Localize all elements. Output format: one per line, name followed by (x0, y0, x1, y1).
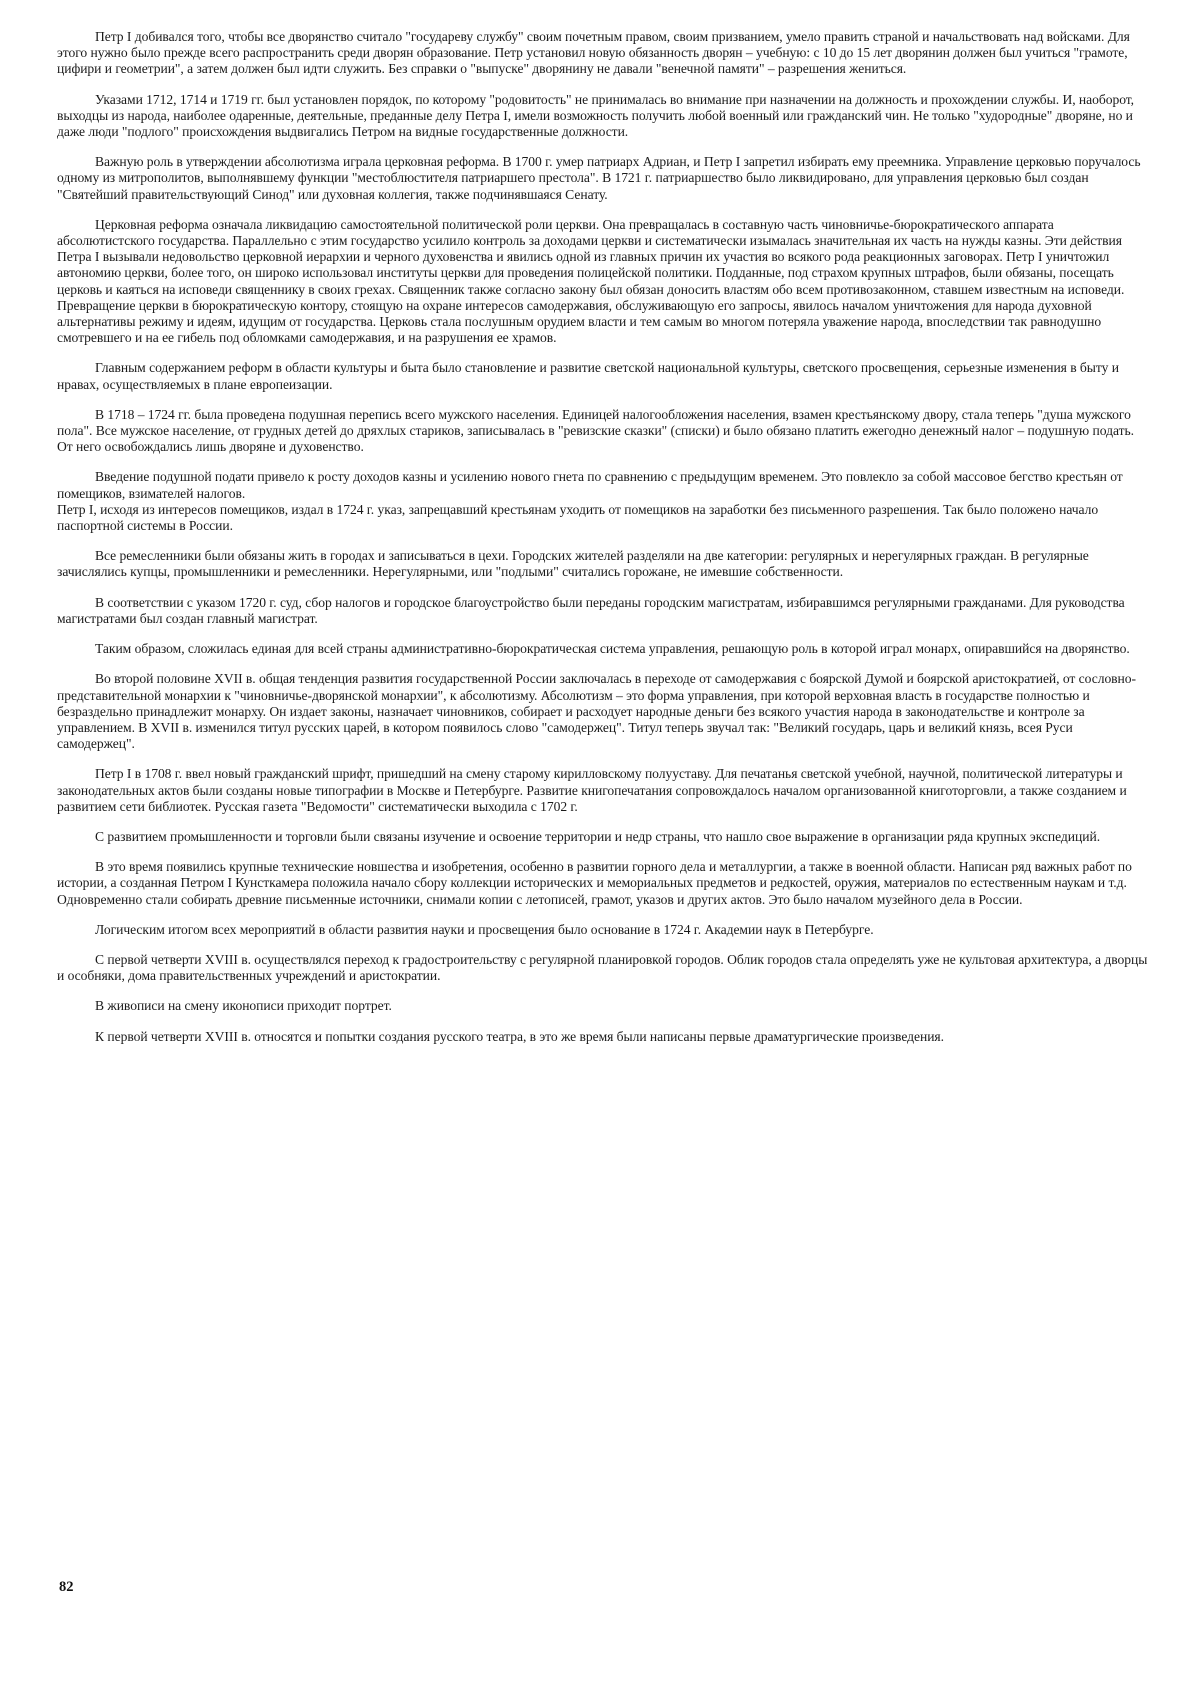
paragraph: Логическим итогом всех мероприятий в области развития науки и просвещения было основание в 1724 г. Академии наук в Петербурге. (95, 921, 874, 937)
paragraph: Петр I добивался того, чтобы все дворянство считало "государеву службу" своим почетным правом, своим призванием, умело править страной и начальствовать над войсками. Для этого нужно было прежде всего распространить среди дворян образование. Петр установил новую обязанность дворян – учебную: с 10 до 15 лет дворянин должен был учиться "грамоте, цифири и геометрии", а затем должен был идти служить. Без справки о "выпуске" дворянину не давали "венечной памяти" – разрешения жениться. (57, 29, 1130, 77)
paragraph: Таким образом, сложилась единая для всей страны административно-бюрократическая система управления, решающую роль в которой играл монарх, опиравшийся на дворянство. (95, 641, 1130, 657)
page-number: 82 (59, 1579, 74, 1595)
paragraph: Петр I в 1708 г. ввел новый гражданский шрифт, пришедший на смену старому кирилловскому полууставу. Для печатанья светской учебной, научной, политической литературы и законодательных актов были созданы новые типографии в Москве и Петербурге. Развитие книгопечатания сопровождалось началом организованной книготорговли, а также созданием и развитием сети библиотек. Русская газета "Ведомости" систематически выходила с 1702 г. (57, 766, 1127, 814)
paragraph: Во второй половине XVII в. общая тенденция развития государственной России заключалась в переходе от самодержавия с боярской Думой и боярской аристократией, от сословно-представительной монархии к "чиновничье-дворянской монархии", к абсолютизму. Абсолютизм – это форма управления, при которой верховная власть в государстве полностью и безраздельно принадлежит монарху. Он издает законы, назначает чиновников, собирает и расходует народные деньги без всякого участия народа в законодательстве и контроле за управлением. В XVII в. изменился титул русских царей, в котором появилось слово "самодержец". Титул теперь звучал так: "Великий государь, царь и великий князь, всея Руси самодержец". (57, 671, 1137, 752)
paragraph: Главным содержанием реформ в области культуры и быта было становление и развитие светской национальной культуры, светского просвещения, серьезные изменения в быту и нравах, осуществляемых в плане европеизации. (57, 360, 1119, 392)
paragraph: Церковная реформа означала ликвидацию самостоятельной политической роли церкви. Она превращалась в составную часть чиновничье-бюрократического аппарата абсолютистского государства. Параллельно с этим государство усилило контроль за доходами церкви и систематически изымалась значительная их часть на нужды казны. Эти действия Петра I вызывали недовольство церковной иерархии и черного духовенства и явились одной из главных причин их участия во всякого рода реакционных заговорах. Петр I уничтожил автономию церкви, более того, он широко использовал институты церкви для проведения полицейской политики. Подданные, под страхом крупных штрафов, были обязаны, посещать церковь и каяться на исповеди священнику в своих грехах. Священник также согласно закону был обязан доносить властям обо всем противозаконном, ставшем известным на исповеди. Превращение церкви в бюрократическую контору, стоящую на охране интересов самодержавия, обслуживающую его запросы, явилось началом уничтожения для народа духовной альтернативы режиму и идеям, идущим от государства. Церковь стала послушным орудием власти и тем самым во многом потеряла уважение народа, впоследствии так равнодушно смотревшего и на ее гибель под обломками самодержавия, и на разрушения ее храмов. (57, 216, 1125, 346)
paragraph: Важную роль в утверждении абсолютизма играла церковная реформа. В 1700 г. умер патриарх Адриан, и Петр I запретил избирать ему преемника. Управление церковью поручалось одному из митрополитов, выполнявшему функции "местоблюстителя патриаршего престола". В 1721 г. патриаршество было ликвидировано, для управления церковью был создан "Святейший правительствующий Синод" или духовная коллегия, также подчинявшаяся Сенату. (57, 154, 1141, 202)
paragraph: Введение подушной подати привело к росту доходов казны и усилению нового гнета по сравнению с предыдущим временем. Это повлекло за собой массовое бегство крестьян от помещиков, взимателей налогов. (57, 469, 1123, 501)
paragraph: Все ремесленники были обязаны жить в городах и записываться в цехи. Городских жителей разделяли на две категории: регулярных и нерегулярных граждан. В регулярные зачислялись купцы, промышленники и ремесленники. Нерегулярными, или "подлыми" считались горожане, не имевшие собственности. (57, 548, 1089, 580)
paragraph: Указами 1712, 1714 и 1719 гг. был установлен порядок, по которому "родовитость" не принималась во внимание при назначении на должность и прохождении службы. И, наоборот, выходцы из народа, наиболее одаренные, деятельные, преданные делу Петра I, имели возможность получить любой военный или гражданский чин. Не только "худородные" дворяне, но и даже люди "подлого" происхождения выдвигались Петром на видные государственные должности. (57, 91, 1135, 140)
paragraph: В живописи на смену иконописи приходит портрет. (95, 998, 392, 1014)
paragraph: Петр I, исходя из интересов помещиков, издал в 1724 г. указ, запрещавший крестьянам уходить от помещиков на заработки без письменного разрешения. Так было положено начало паспортной системы в России. (57, 501, 1099, 534)
body-text (57, 29, 1151, 1059)
paragraph: К первой четверти XVIII в. относятся и попытки создания русского театра, в это же время были написаны первые драматургические произведения. (95, 1028, 944, 1044)
paragraph: В соответствии с указом 1720 г. суд, сбор налогов и городское благоустройство были переданы городским магистратам, избиравшимся регулярными гражданами. Для руководства магистратами был создан главный магистрат. (57, 594, 1125, 626)
paragraph: В это время появились крупные технические новшества и изобретения, особенно в развитии горного дела и металлургии, а также в военной области. Написан ряд важных работ по истории, а созданная Петром I Кунсткамера положила начало сбору коллекции исторических и мемориальных предметов и редкостей, оружия, материалов по естественным наукам и т.д. Одновременно стали собирать древние письменные источники, снимали копии с летописей, грамот, указов и других актов. Это было началом музейного дела в России. (57, 859, 1132, 907)
paragraph: С развитием промышленности и торговли были связаны изучение и освоение территории и недр страны, что нашло свое выражение в организации ряда крупных экспедиций. (95, 828, 1101, 844)
paragraph: В 1718 – 1724 гг. была проведена подушная перепись всего мужского населения. Единицей налогообложения населения, взамен крестьянскому двору, стала теперь "душа мужского пола". Все мужское население, от грудных детей до дряхлых стариков, записывалась в "ревизские сказки" (списки) и было обязано платить ежегодно денежный налог – подушную подать. От него освобождались лишь дворяне и духовенство. (57, 406, 1134, 455)
paragraph: С первой четверти XVIII в. осуществлялся переход к градостроительству с регулярной планировкой городов. Облик городов стала определять уже не культовая архитектура, а дворцы и особняки, дома правительственных учреждений и аристократии. (57, 951, 1148, 984)
